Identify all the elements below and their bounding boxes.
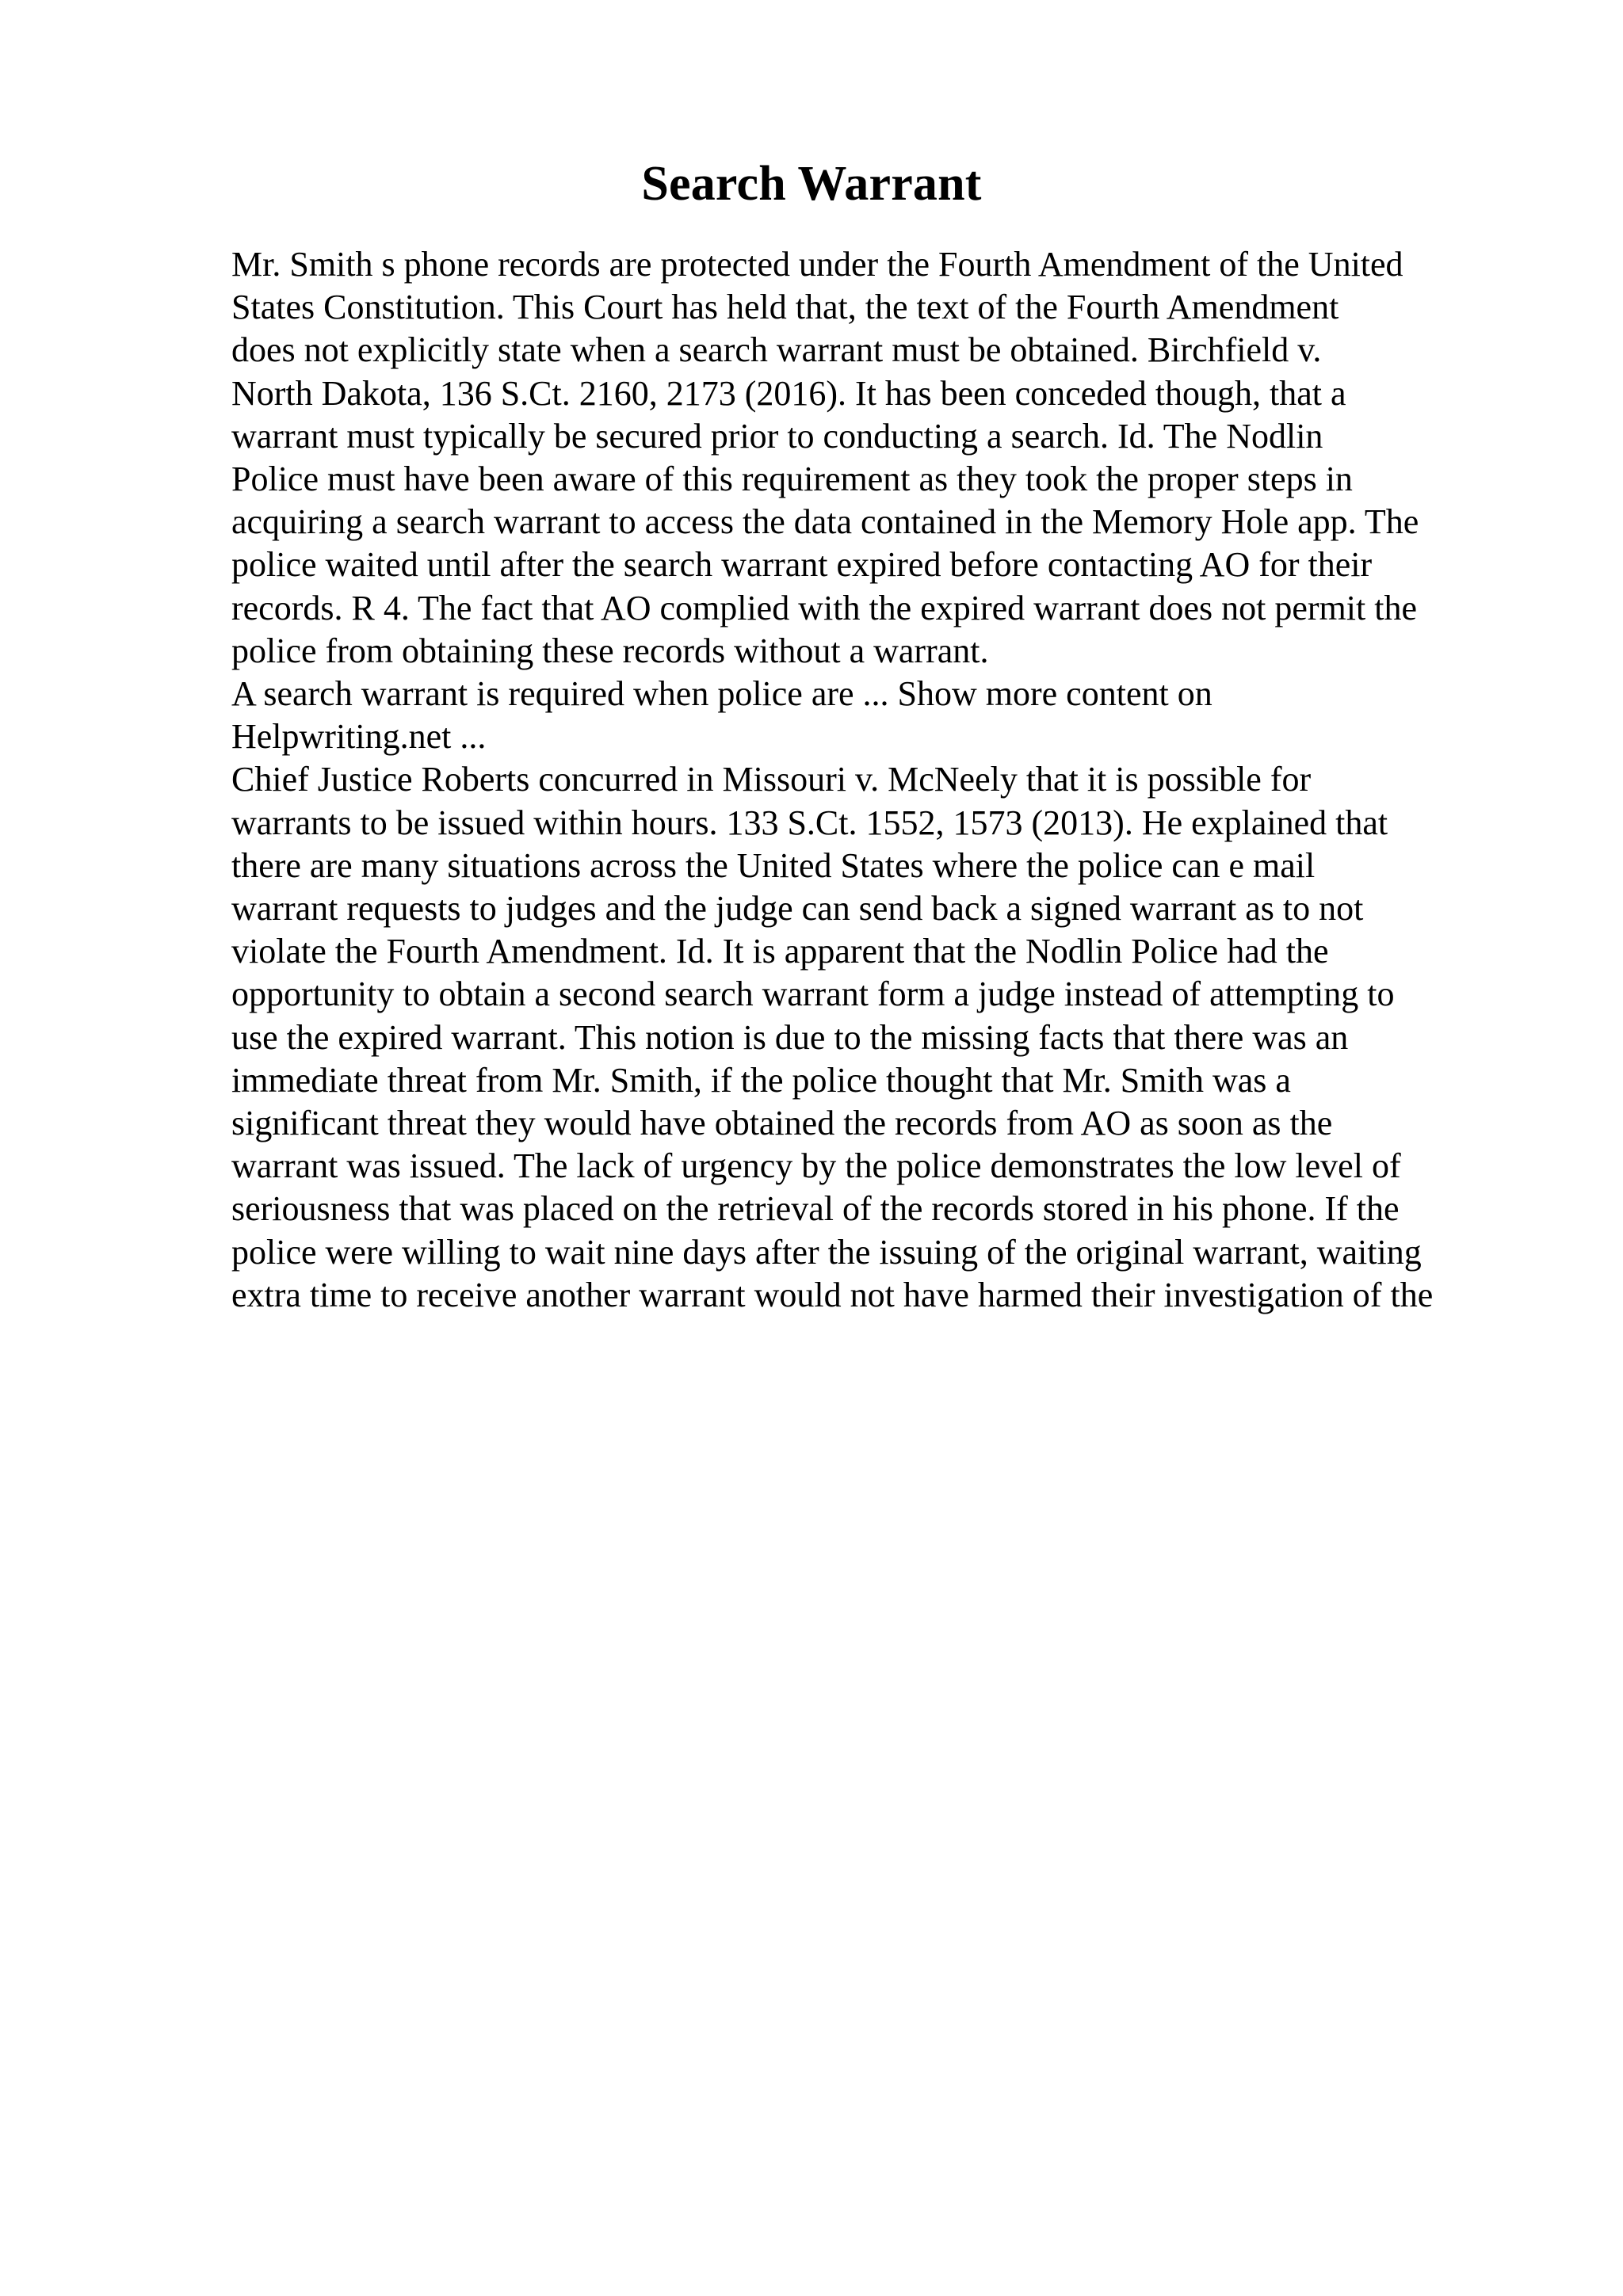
body-line: warrants to be issued within hours. 133 S.Ct. 1552, 1573 (2013). He explained that <box>231 803 1388 842</box>
body-line: use the expired warrant. This notion is due to the missing facts that there was an <box>231 1017 1349 1057</box>
body-line: does not explicitly state when a search warrant must be obtained. Birchfield v. <box>231 330 1322 370</box>
body-line: Chief Justice Roberts concurred in Missouri v. McNeely that it is possible for <box>231 760 1312 799</box>
body-line: police waited until after the search warrant expired before contacting AO for their <box>231 545 1373 585</box>
body-line: Mr. Smith s phone records are protected under the Fourth Amendment of the United <box>231 245 1403 284</box>
body-line: violate the Fourth Amendment. Id. It is apparent that the Nodlin Police had the <box>231 932 1329 971</box>
body-line: Helpwriting.net ... <box>231 717 487 757</box>
body-line: North Dakota, 136 S.Ct. 2160, 2173 (2016). It has been conceded though, that a <box>231 373 1346 413</box>
body-line: police were willing to wait nine days after the issuing of the original warrant, waiting <box>231 1232 1422 1272</box>
body-line: records. R 4. The fact that AO complied with the expired warrant does not permit the <box>231 588 1417 627</box>
body-line: acquiring a search warrant to access the data contained in the Memory Hole app. The <box>231 502 1419 542</box>
body-line: warrant requests to judges and the judge can send back a signed warrant as to not <box>231 889 1364 929</box>
body-line: Police must have been aware of this requirement as they took the proper steps in <box>231 460 1353 499</box>
body-line: opportunity to obtain a second search warrant form a judge instead of attempting to <box>231 974 1395 1014</box>
body-line: extra time to receive another warrant would not have harmed their investigation of the <box>231 1275 1434 1314</box>
body-line: warrant was issued. The lack of urgency by the police demonstrates the low level of <box>231 1146 1401 1186</box>
document-body <box>231 243 1499 1317</box>
body-line: police from obtaining these records without a warrant. <box>231 631 989 670</box>
body-line: seriousness that was placed on the retrieval of the records stored in his phone. If the <box>231 1189 1400 1229</box>
body-line: A search warrant is required when police are ... Show more content on <box>231 674 1212 714</box>
body-line: significant threat they would have obtained the records from AO as soon as the <box>231 1104 1333 1143</box>
body-line: immediate threat from Mr. Smith, if the police thought that Mr. Smith was a <box>231 1060 1291 1100</box>
body-line: there are many situations across the United States where the police can e mail <box>231 845 1316 885</box>
document-title: Search Warrant <box>641 157 982 211</box>
body-line: States Constitution. This Court has held that, the text of the Fourth Amendment <box>231 288 1339 327</box>
body-line: warrant must typically be secured prior to conducting a search. Id. The Nodlin <box>231 416 1323 456</box>
